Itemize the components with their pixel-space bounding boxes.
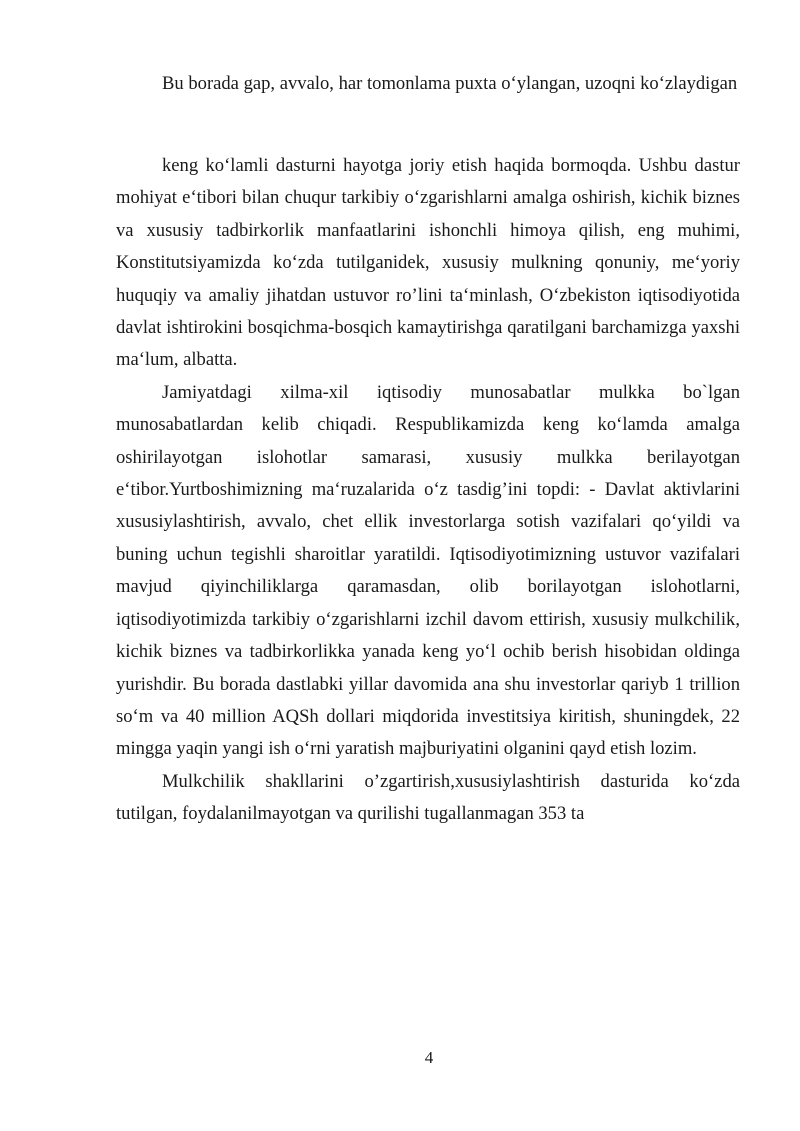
paragraph-1: keng ko‘lamli dasturni hayotga joriy etish haqida bormoqda. Ushbu dastur mohiyat e‘tibori bilan chuqur tarkibiy o‘zgarishlarni amalga oshirish, kichik biznes va xususiy tadbirkorlik manfaatlarini ishonchli himoya qilish, eng muhimi, Konstitutsiyamizda ko‘zda tutilganidek, xususiy mulkning qonuniy, me‘yoriy huquqiy va amaliy jihatdan ustuvor ro’lini ta‘minlash, O‘zbekiston iqtisodiyotida davlat ishtirokini bosqichma-bosqich kamaytirishga qaratilgani barchamizga yaxshi ma‘lum, albatta. xyxy=(116,155,740,371)
paragraph-2: Jamiyatdagi xilma-xil iqtisodiy munosabatlar mulkka bo`lgan munosabatlardan kelib chiqadi. Respublikamizda keng ko‘lamda amalga oshirilayotgan islohotlar samarasi, xususiy mulkka berilayotgan e‘tibor.Yurtboshimizning ma‘ruzalarida o‘z tasdig’ini topdi: - Davlat aktivlarini xususiylashtirish, avvalo, chet ellik investorlarga sotish vazifalari qo‘yildi va buning uchun tegishli sharoitlar yaratildi. Iqtisodiyotimizning ustuvor vazifalari mavjud qiyinchiliklarga qaramasdan, olib borilayotgan islohotlarni, iqtisodiyotimizda tarkibiy o‘zgarishlarni izchil davom ettirish, xususiy mulkchilik, kichik biznes va tadbirkorlikka yanada keng yo‘l ochib berish hisobidan oldinga yurishdir. Bu borada dastlabki yillar davomida ana shu investorlar qariyb 1 trillion so‘m va 40 million AQSh dollari miqdorida investitsiya kiritish, shuningdek, 22 mingga yaqin yangi ish o‘rni yaratish majburiyatini olganini qayd etish lozim. xyxy=(116,381,740,760)
page-number: 4 xyxy=(424,1048,434,1067)
intro-block xyxy=(116,68,762,100)
intro-paragraph: Bu borada gap, avvalo, har tomonlama puxta o‘ylangan, uzoqni ko‘zlaydigan xyxy=(162,73,738,94)
body-text xyxy=(116,150,740,831)
paragraph-3: Mulkchilik shakllarini o’zgartirish,xususiylashtirish dasturida ko‘zda tutilgan, foydalanilmayotgan va qurilishi tugallanmagan 353 ta xyxy=(116,770,740,825)
